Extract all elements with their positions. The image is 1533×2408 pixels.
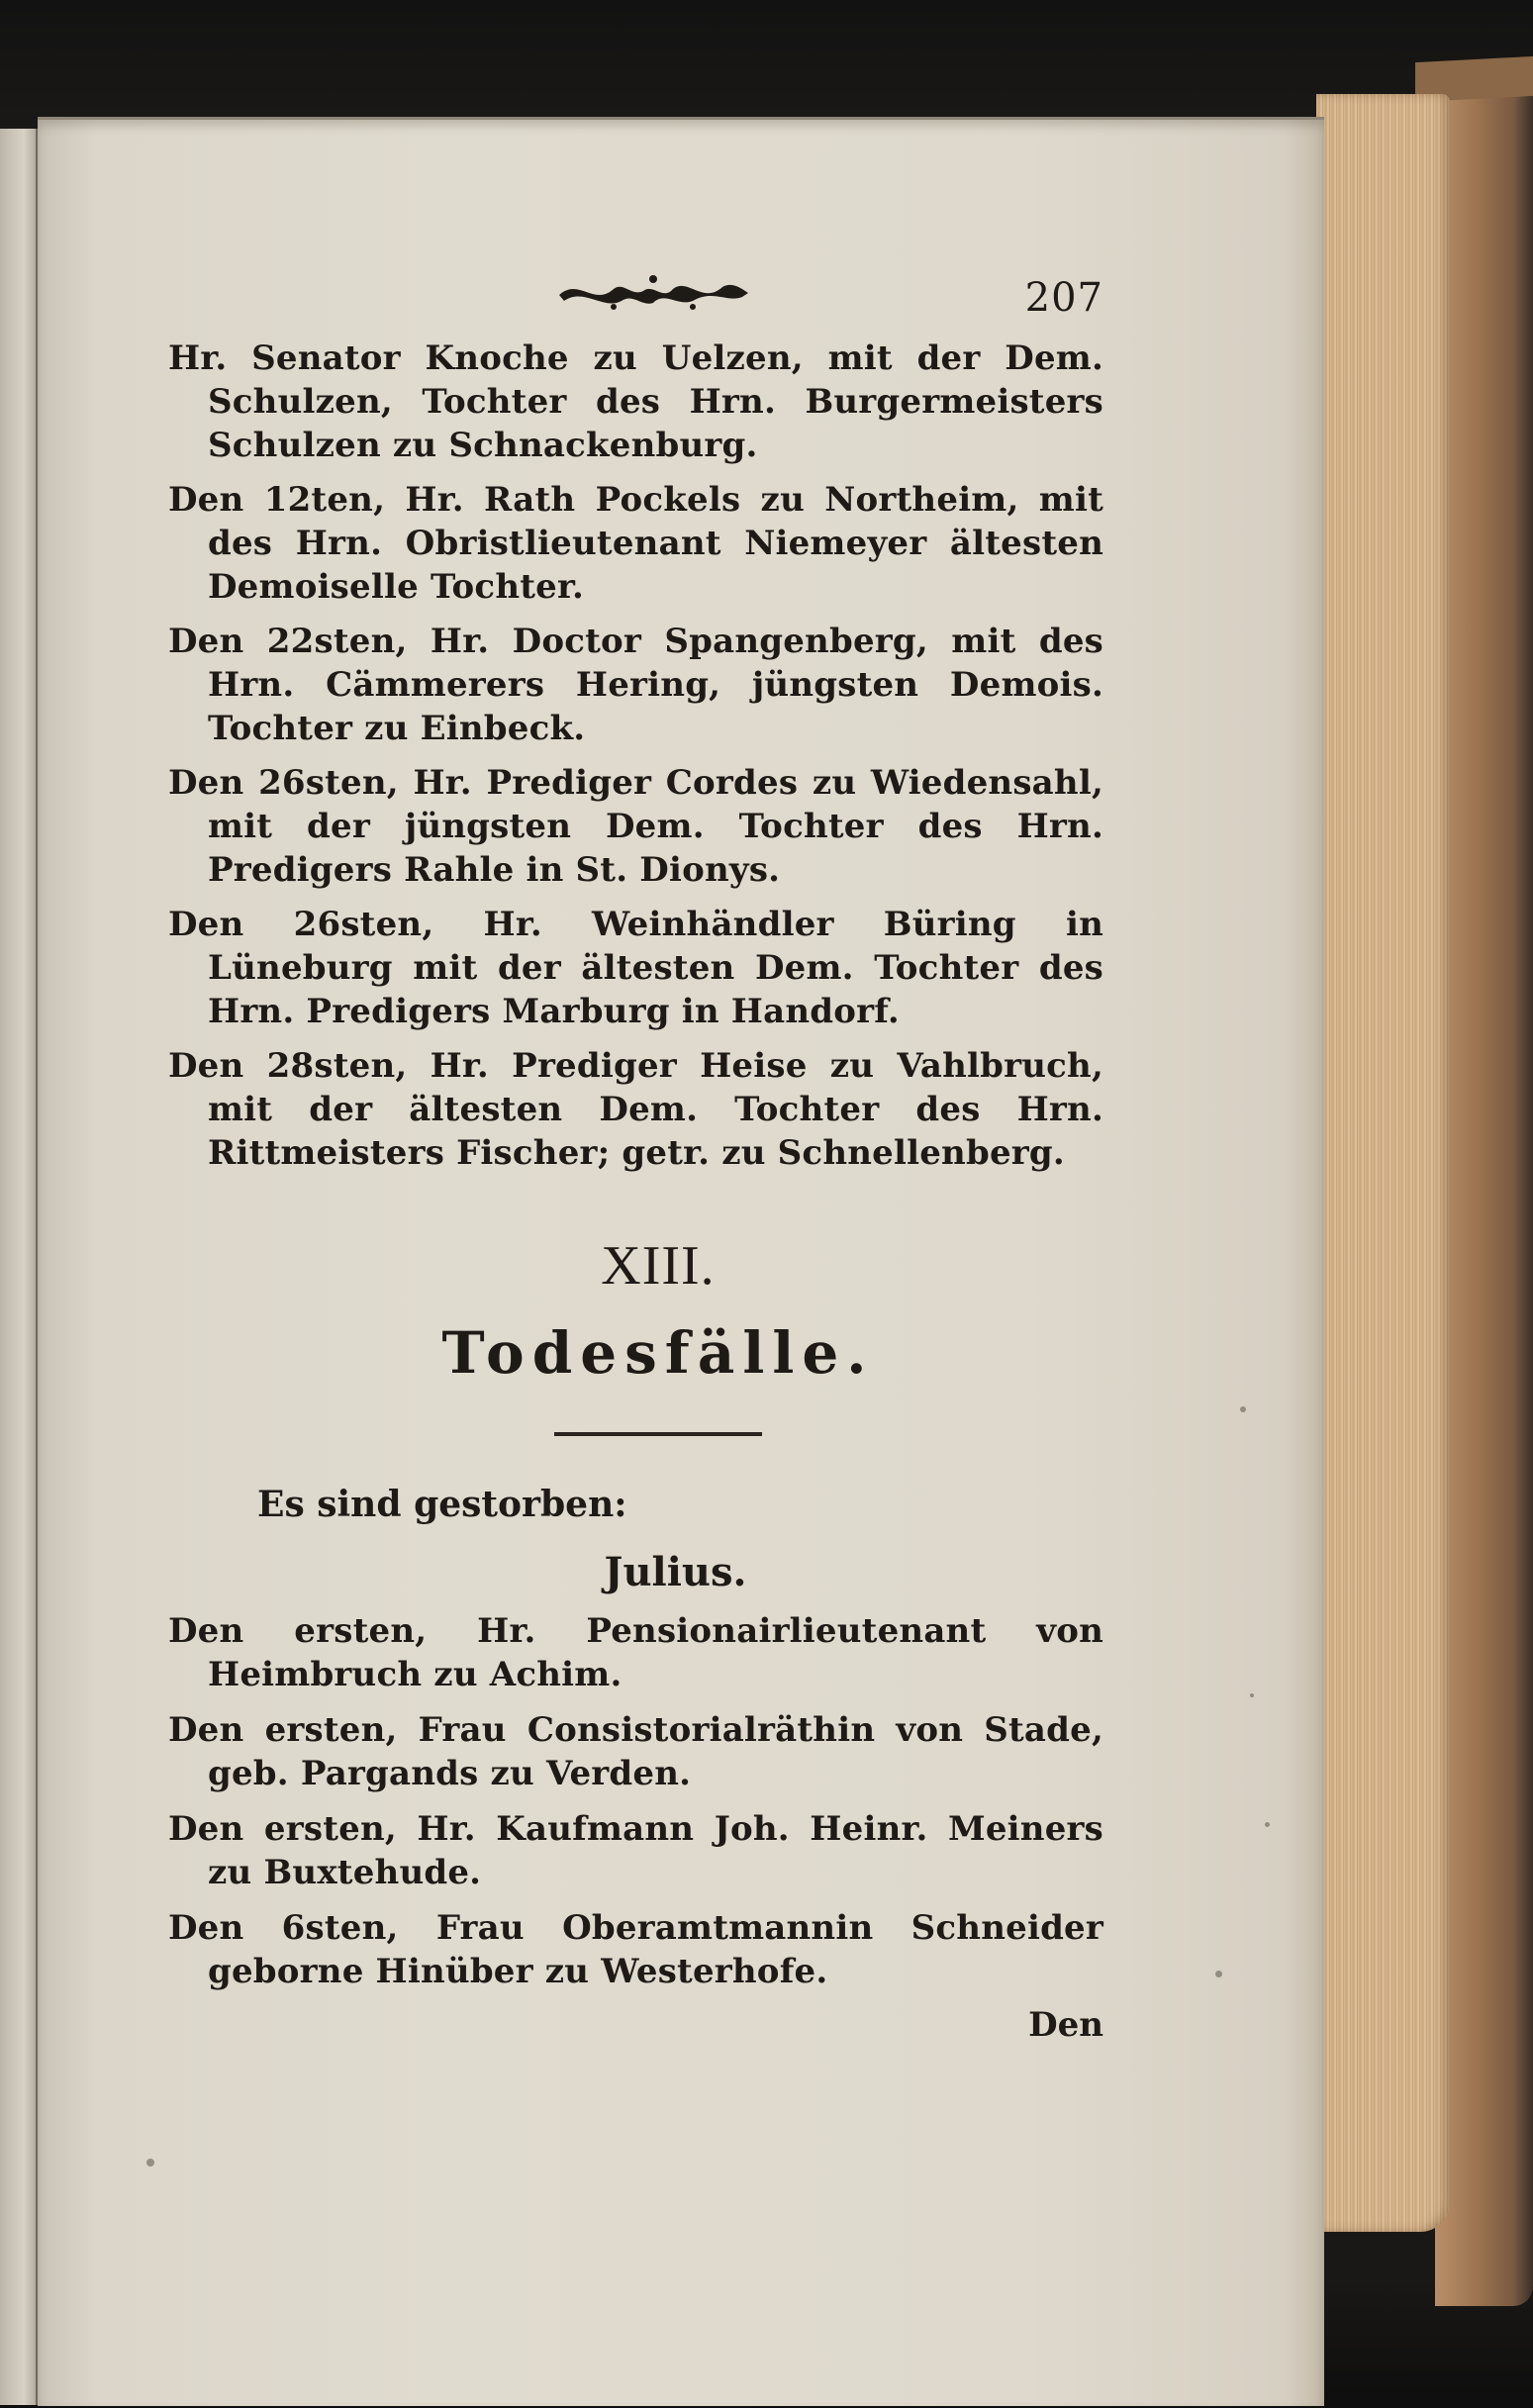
running-head xyxy=(168,267,1103,337)
page-number: 207 xyxy=(1024,275,1103,321)
list-item: Den 22sten, Hr. Doctor Spangenberg, mit des Hrn. Cämmerers Hering, jüngsten Demois. Tochter zu Einbeck. xyxy=(168,622,1103,748)
list-item: Hr. Senator Knoche zu Uelzen, mit der Dem. Schulzen, Tochter des Hrn. Burgermeisters Schulzen zu Schnackenburg. xyxy=(168,338,1103,465)
title-divider xyxy=(554,1432,762,1436)
paper-speck xyxy=(1215,1971,1222,1977)
list-item: Den 12ten, Hr. Rath Pockels zu Northeim, mit des Hrn. Obristlieutenant Niemeyer ältesten Demoiselle Tochter. xyxy=(168,480,1103,607)
list-item: Den ersten, Hr. Kaufmann Joh. Heinr. Meiners zu Buxtehude. xyxy=(168,1809,1103,1892)
list-item: Den 26sten, Hr. Prediger Cordes zu Wiedensahl, mit der jüngsten Dem. Tochter des Hrn. Predigers Rahle in St. Dionys. xyxy=(168,763,1103,890)
facing-page-edge xyxy=(0,129,40,2405)
printer-ornament-icon xyxy=(554,267,752,317)
section-number: XIII. xyxy=(601,1235,716,1297)
page-text-block xyxy=(168,267,1103,2045)
paper-speck xyxy=(1265,1822,1270,1827)
death-entries xyxy=(168,1609,1103,1993)
catchword: Den xyxy=(1028,2005,1103,2045)
paper-speck xyxy=(1250,1693,1254,1697)
marriage-entries xyxy=(168,337,1103,1175)
list-item: Den 26sten, Hr. Weinhändler Büring in Lüneburg mit der ältesten Dem. Tochter des Hrn. Predigers Marburg in Handorf. xyxy=(168,905,1103,1031)
page-stack-edges xyxy=(1316,94,1450,2232)
paper-speck xyxy=(1240,1406,1246,1412)
month-heading: Julius. xyxy=(604,1549,747,1595)
list-item: Den ersten, Frau Consistorialräthin von Stade, geb. Pargands zu Verden. xyxy=(168,1710,1103,1793)
list-item: Den 6sten, Frau Oberamtmannin Schneider geborne Hinüber zu Westerhofe. xyxy=(168,1908,1103,1991)
paper-speck xyxy=(146,2159,154,2167)
list-item: Den ersten, Hr. Pensionairlieutenant von Heimbruch zu Achim. xyxy=(168,1611,1103,1694)
section-intro: Es sind gestorben: xyxy=(257,1484,627,1525)
section-title: Todesfälle. xyxy=(441,1319,875,1387)
list-item: Den 28sten, Hr. Prediger Heise zu Vahlbruch, mit der ältesten Dem. Tochter des Hrn. Rittmeisters Fischer; getr. zu Schnellenberg. xyxy=(168,1046,1103,1173)
